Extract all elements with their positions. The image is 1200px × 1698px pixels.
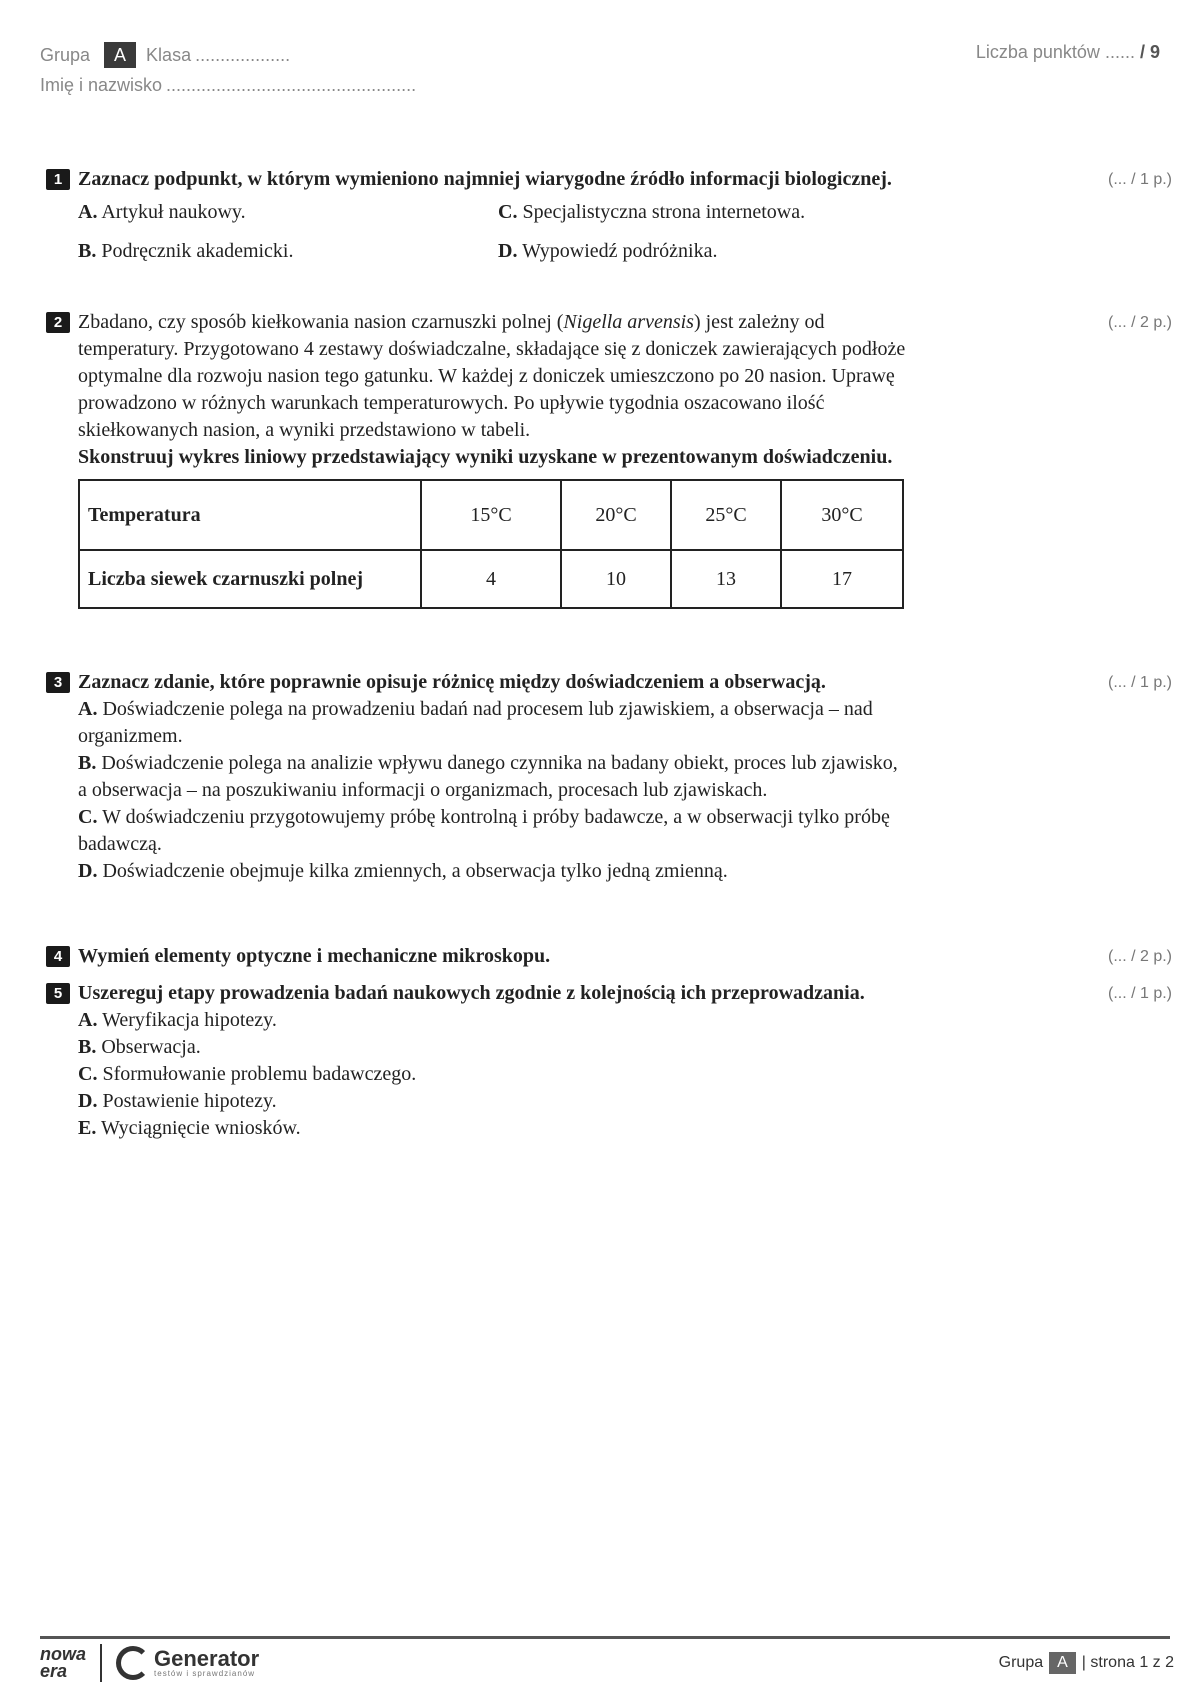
page-indicator <box>999 1652 1174 1674</box>
task-number: 3 <box>46 672 70 693</box>
option-letter: D. <box>498 240 518 262</box>
option-e[interactable] <box>78 1115 908 1142</box>
brand-line: era <box>40 1661 68 1681</box>
intro-text: ) jest zależny od temperatury. Przygotowano 4 zestawy doświadczalne, składające się z doniczek zawierających podłoże optymalne dla rozwoju nasion tego gatunku. W każdej z doniczek umieszczono po 20 nasion. Uprawę prowadzono w różnych warunkach temperaturowych. Po upływie tygodnia oszacowano ilość skiełkowanych nasion, a wyniki przedstawiono w tabeli. <box>78 311 906 441</box>
row-header: Liczba siewek czarnuszki polnej <box>79 550 421 608</box>
option-c[interactable] <box>78 1061 908 1088</box>
points-label: Liczba punktów <box>975 42 1100 62</box>
task-points: (... / 2 p.) <box>1107 314 1172 331</box>
table-row <box>79 480 903 550</box>
option-c[interactable] <box>498 199 918 226</box>
option-d[interactable] <box>78 1088 908 1115</box>
points-blank: ...... <box>1104 42 1135 62</box>
table-cell: 15°C <box>421 480 561 550</box>
option-text: Wyciągnięcie wniosków. <box>100 1117 301 1139</box>
footer-divider <box>40 1636 1170 1639</box>
option-letter: C. <box>78 806 98 828</box>
option-text: Doświadczenie obejmuje kilka zmiennych, a obserwacja tylko jedną zmienną. <box>102 860 728 882</box>
row-header: Temperatura <box>79 480 421 550</box>
option-text: Doświadczenie polega na analizie wpływu danego czynnika na badany obiekt, proces lub zjawisko, a obserwacja – na poszukiwaniu informacji o organizmach, procesach lub zjawiskach. <box>78 752 898 801</box>
task-question: Wymień elementy optyczne i mechaniczne mikroskopu. <box>78 945 551 967</box>
table-cell: 17 <box>781 550 903 608</box>
option-d[interactable] <box>78 858 908 885</box>
group-label: Grupa <box>40 44 91 65</box>
task-number: 1 <box>46 169 70 190</box>
option-letter: A. <box>78 201 98 223</box>
option-b[interactable] <box>78 1034 908 1061</box>
class-label: Klasa <box>146 44 192 65</box>
option-text: Weryfikacja hipotezy. <box>102 1009 277 1031</box>
footer-group-label: Grupa <box>998 1654 1044 1671</box>
option-letter: B. <box>78 240 97 262</box>
option-b[interactable] <box>78 750 908 804</box>
task-intro <box>78 309 908 444</box>
option-letter: C. <box>498 201 518 223</box>
points-summary <box>976 42 1160 63</box>
option-text: Postawienie hipotezy. <box>102 1090 277 1112</box>
option-text: Obserwacja. <box>101 1036 201 1058</box>
table-cell: 4 <box>421 550 561 608</box>
brand-line: nowa <box>40 1644 87 1664</box>
table-cell: 20°C <box>561 480 671 550</box>
points-total: / 9 <box>1139 42 1160 62</box>
option-text: Sformułowanie problemu badawczego. <box>102 1063 417 1085</box>
option-letter: A. <box>78 1009 98 1031</box>
task-points: (... / 2 p.) <box>1107 948 1172 965</box>
name-blank: .................................................. <box>166 74 417 95</box>
option-text: Doświadczenie polega na prowadzeniu badań nad procesem lub zjawiskiem, a obserwacja – nad organizmem. <box>78 698 873 747</box>
intro-text: Zbadano, czy sposób kiełkowania nasion czarnuszki polnej ( <box>78 311 564 333</box>
task-question: Zaznacz podpunkt, w którym wymieniono najmniej wiarygodne źródło informacji biologicznej. <box>78 168 892 190</box>
task-1 <box>46 166 1172 265</box>
task-2 <box>46 309 1172 609</box>
class-blank: ................... <box>195 44 291 65</box>
option-a[interactable] <box>78 1007 908 1034</box>
generator-g-icon <box>116 1646 150 1680</box>
task-5 <box>46 980 1172 1142</box>
option-a[interactable] <box>78 199 498 226</box>
option-text: Podręcznik akademicki. <box>101 240 294 262</box>
option-letter: E. <box>78 1117 97 1139</box>
table-cell: 30°C <box>781 480 903 550</box>
group-badge: A <box>104 42 136 68</box>
task-question: Zaznacz zdanie, które poprawnie opisuje różnicę między doświadczeniem a obserwacją. <box>78 671 826 693</box>
option-letter: B. <box>78 1036 97 1058</box>
results-table <box>78 479 904 609</box>
task-points: (... / 1 p.) <box>1107 171 1172 188</box>
table-cell: 25°C <box>671 480 781 550</box>
task-number: 4 <box>46 946 70 967</box>
task-number: 5 <box>46 983 70 1004</box>
generator-logo <box>154 1645 260 1678</box>
task-question: Skonstruuj wykres liniowy przedstawiający wyniki uzyskane w prezentowanym doświadczeniu. <box>78 446 893 468</box>
task-points: (... / 1 p.) <box>1107 985 1172 1002</box>
table-cell: 10 <box>561 550 671 608</box>
task-number: 2 <box>46 312 70 333</box>
footer-logo <box>40 1644 259 1682</box>
option-text: Wypowiedź podróżnika. <box>522 240 718 262</box>
task-3 <box>46 669 1172 885</box>
generator-title: Generator <box>154 1645 260 1671</box>
option-d[interactable] <box>498 238 918 265</box>
option-letter: B. <box>78 752 97 774</box>
option-letter: C. <box>78 1063 98 1085</box>
option-letter: D. <box>78 860 98 882</box>
name-label: Imię i nazwisko <box>40 74 163 95</box>
table-row <box>79 550 903 608</box>
footer-group-badge: A <box>1049 1652 1076 1674</box>
species-name: Nigella arvensis <box>563 311 694 333</box>
page-number: | strona 1 z 2 <box>1081 1654 1174 1671</box>
logo-separator <box>100 1644 102 1682</box>
option-letter: A. <box>78 698 98 720</box>
table-cell: 13 <box>671 550 781 608</box>
nowa-era-logo <box>40 1646 86 1680</box>
option-letter: D. <box>78 1090 98 1112</box>
task-points: (... / 1 p.) <box>1107 674 1172 691</box>
task-question: Uszereguj etapy prowadzenia badań naukowych zgodnie z kolejnością ich przeprowadzania. <box>78 982 865 1004</box>
header <box>40 40 416 100</box>
option-c[interactable] <box>78 804 908 858</box>
task-4 <box>46 943 1172 970</box>
option-text: Specjalistyczna strona internetowa. <box>522 201 806 223</box>
option-grid <box>78 199 908 265</box>
option-a[interactable] <box>78 696 908 750</box>
option-text: Artykuł naukowy. <box>101 201 246 223</box>
option-text: W doświadczeniu przygotowujemy próbę kontrolną i próby badawcze, a w obserwacji tylko próbę badawczą. <box>78 806 890 855</box>
option-b[interactable] <box>78 238 498 265</box>
generator-subtitle: testów i sprawdzianów <box>154 1668 256 1678</box>
